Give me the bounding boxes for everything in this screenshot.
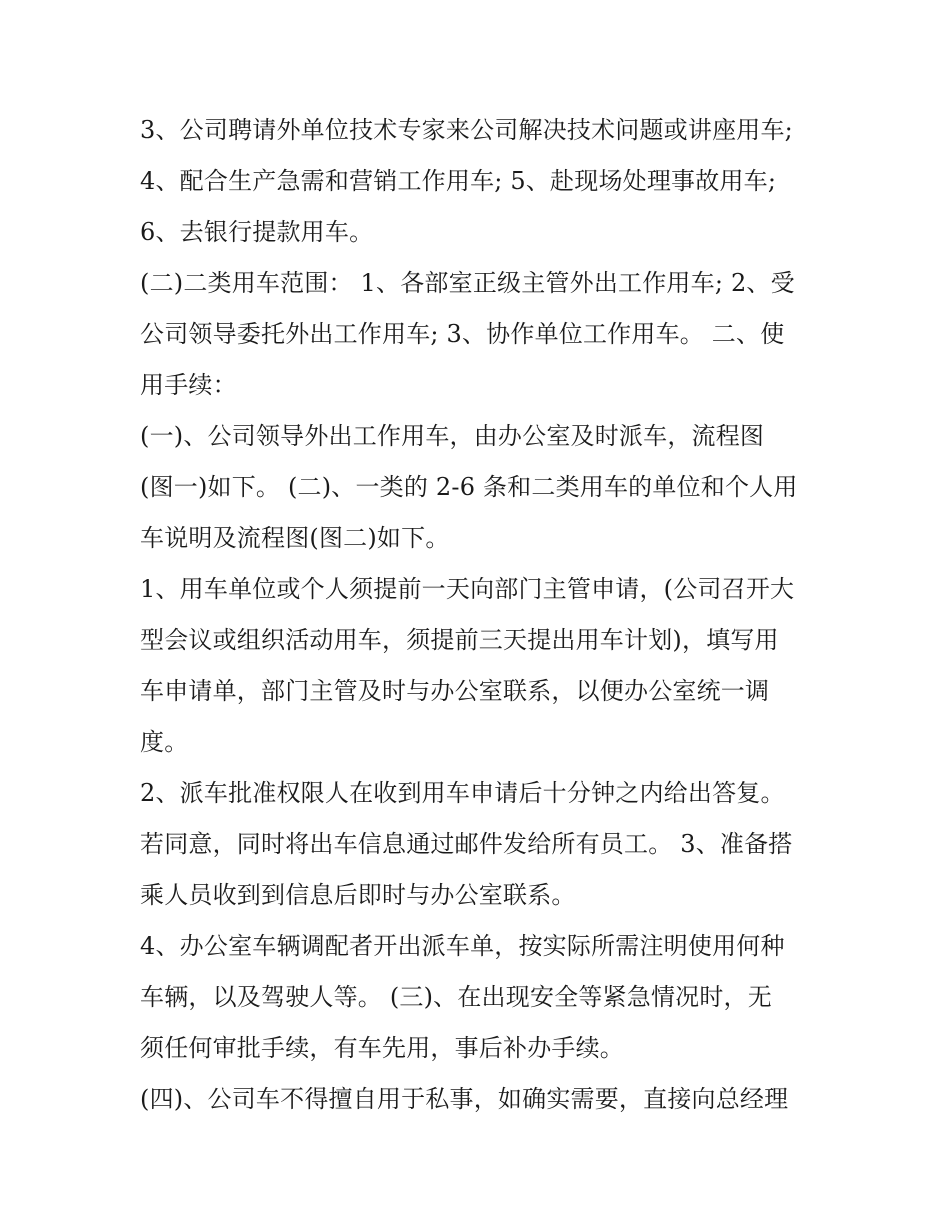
text-line: (四)、公司车不得擅自用于私事，如确实需要，直接向总经理: [140, 1085, 789, 1113]
text-line: 3、公司聘请外单位技术专家来公司解决技术问题或讲座用车;: [140, 116, 793, 144]
text-line: 2、派车批准权限人在收到用车申请后十分钟之内给出答复。: [140, 779, 785, 807]
text-line: 车说明及流程图(图二)如下。: [140, 524, 450, 552]
text-line: 型会议或组织活动用车，须提前三天提出用车计划)，填写用: [140, 626, 779, 654]
text-line: 须任何审批手续，有车先用，事后补办手续。: [140, 1034, 624, 1062]
text-line: 1、用车单位或个人须提前一天向部门主管申请，(公司召开大: [140, 575, 795, 603]
text-line: 度。: [140, 728, 189, 756]
text-line: (一)、公司领导外出工作用车，由办公室及时派车，流程图: [140, 422, 765, 450]
text-line: 车辆，以及驾驶人等。 (三)、在出现安全等紧急情况时，无: [140, 983, 772, 1011]
text-line: 若同意，同时将出车信息通过邮件发给所有员工。 3、准备搭: [140, 830, 793, 858]
text-line: (图一)如下。 (二)、一类的 2-6 条和二类用车的单位和个人用: [140, 473, 798, 501]
text-line: (二)二类用车范围： 1、各部室正级主管外出工作用车; 2、受: [140, 269, 795, 297]
text-line: 车申请单，部门主管及时与办公室联系，以便办公室统一调: [140, 677, 770, 705]
text-line: 4、配合生产急需和营销工作用车; 5、赴现场处理事故用车;: [140, 167, 777, 195]
text-line: 乘人员收到到信息后即时与办公室联系。: [140, 881, 576, 909]
text-line: 用手续：: [140, 371, 237, 399]
text-line: 公司领导委托外出工作用车; 3、协作单位工作用车。 二、使: [140, 320, 785, 348]
text-line: 6、去银行提款用车。: [140, 218, 374, 246]
text-line: 4、办公室车辆调配者开出派车单，按实际所需注明使用何种: [140, 932, 785, 960]
